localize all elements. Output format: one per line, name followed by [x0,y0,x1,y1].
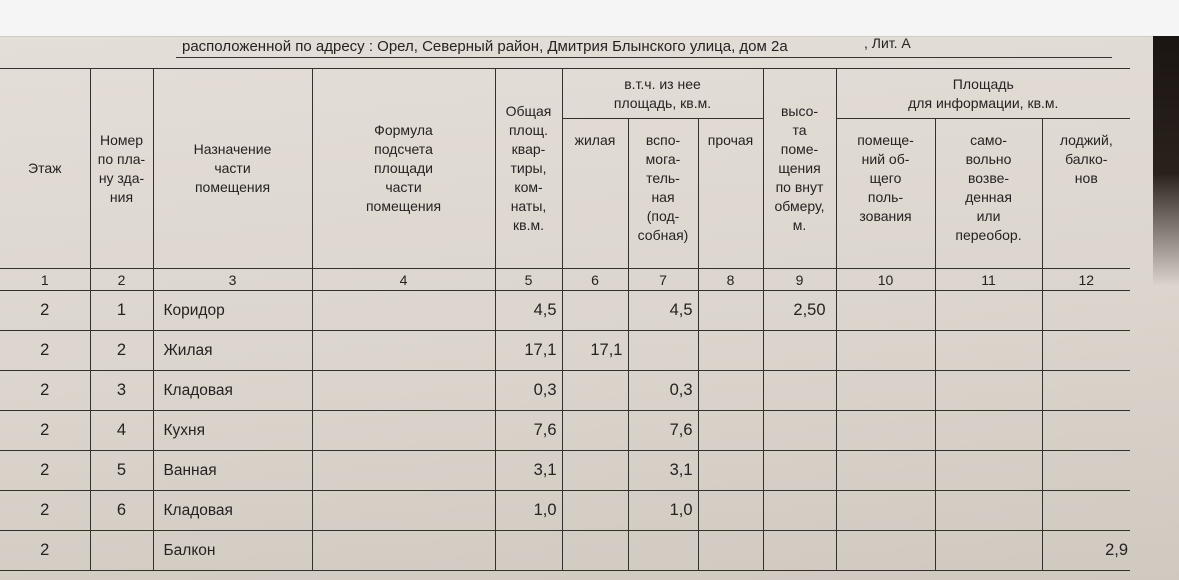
cell-loggias [1042,331,1130,371]
cell-height [763,331,836,371]
cell-total: 3,1 [495,451,562,491]
cell-total: 17,1 [495,331,562,371]
cell-floor: 2 [0,531,90,571]
header-formula: Формула подсчета площади части помещения [312,69,495,269]
table-row [0,411,1130,451]
cell-floor: 2 [0,291,90,331]
column-number: 5 [495,269,562,291]
cell-auxiliary: 1,0 [628,491,698,531]
cell-other [698,531,763,571]
header-info-group: Площадь для информации, кв.м. [836,69,1130,119]
cell-other [698,331,763,371]
cell-auxiliary: 3,1 [628,451,698,491]
cell-other [698,411,763,451]
cell-common-use [836,291,935,331]
column-number: 4 [312,269,495,291]
cell-purpose: Кладовая [153,371,312,411]
column-number: 2 [90,269,153,291]
table-row [0,531,1130,571]
cell-other [698,451,763,491]
cell-auxiliary: 0,3 [628,371,698,411]
column-number: 11 [935,269,1042,291]
cell-height [763,491,836,531]
cell-loggias [1042,411,1130,451]
table-row [0,371,1130,411]
cell-other [698,491,763,531]
header-plan-number: Номер по пла- ну зда- ния [90,69,153,269]
cell-floor: 2 [0,491,90,531]
cell-unauthorized [935,451,1042,491]
cell-formula [312,491,495,531]
cell-living [562,451,628,491]
header-total-area: Общая площ. квар- тиры, ком- наты, кв.м. [495,69,562,269]
cell-living: 17,1 [562,331,628,371]
cell-height [763,531,836,571]
table-row [0,451,1130,491]
cell-loggias [1042,451,1130,491]
cell-living [562,371,628,411]
cell-loggias [1042,291,1130,331]
header-purpose: Назначение части помещения [153,69,312,269]
cell-number: 3 [90,371,153,411]
cell-common-use [836,411,935,451]
table-header [0,69,1130,291]
header-row-top [0,69,1130,119]
cell-unauthorized [935,411,1042,451]
cell-loggias [1042,371,1130,411]
cell-height [763,371,836,411]
table-row [0,491,1130,531]
cell-auxiliary: 7,6 [628,411,698,451]
cell-living [562,291,628,331]
cell-other [698,291,763,331]
column-number: 10 [836,269,935,291]
cell-purpose: Жилая [153,331,312,371]
cell-loggias [1042,491,1130,531]
explication-table [0,68,1130,571]
cell-floor: 2 [0,331,90,371]
cell-common-use [836,331,935,371]
cell-formula [312,371,495,411]
cell-purpose: Коридор [153,291,312,331]
table-row [0,331,1130,371]
header-living: жилая [562,119,628,269]
cell-total: 0,3 [495,371,562,411]
cell-common-use [836,491,935,531]
header-auxiliary: вспо- мога- тель- ная (под- собная) [628,119,698,269]
cell-height [763,451,836,491]
cell-common-use [836,531,935,571]
cell-number: 4 [90,411,153,451]
table-row [0,291,1130,331]
cell-height: 2,50 [763,291,836,331]
header-unauthorized: само- вольно возве- денная или переобор. [935,119,1042,269]
cell-common-use [836,451,935,491]
header-incl-group: в.т.ч. из нее площадь, кв.м. [562,69,763,119]
cell-living [562,531,628,571]
cell-unauthorized [935,491,1042,531]
cell-living [562,411,628,451]
address-underline [176,57,1112,58]
cell-number [90,531,153,571]
cell-total: 1,0 [495,491,562,531]
cell-number: 6 [90,491,153,531]
cell-number: 2 [90,331,153,371]
column-number: 6 [562,269,628,291]
cell-total: 7,6 [495,411,562,451]
cell-total [495,531,562,571]
cell-formula [312,291,495,331]
cell-floor: 2 [0,451,90,491]
header-loggias: лоджий, балко- нов [1042,119,1130,269]
cell-common-use [836,371,935,411]
cell-purpose: Балкон [153,531,312,571]
column-number: 1 [0,269,90,291]
cell-other [698,371,763,411]
cell-unauthorized [935,331,1042,371]
header-common-use: помеще- ний об- щего поль- зования [836,119,935,269]
litera-label: , Лит. А [864,35,911,51]
cell-loggias: 2,9 [1042,531,1130,571]
address-line: расположенной по адресу : Орел, Северный район, Дмитрия Блынского улица, дом 2а [182,38,788,55]
cell-floor: 2 [0,411,90,451]
table-body [0,291,1130,571]
header-height: высо- та поме- щения по внут обмеру, м. [763,69,836,269]
cell-living [562,491,628,531]
paper-edge-shadow [1153,36,1179,286]
column-number-row [0,269,1130,291]
cell-height [763,411,836,451]
cell-total: 4,5 [495,291,562,331]
cell-formula [312,531,495,571]
cell-number: 1 [90,291,153,331]
cell-number: 5 [90,451,153,491]
cell-auxiliary [628,331,698,371]
cell-unauthorized [935,291,1042,331]
cell-formula [312,331,495,371]
column-number: 9 [763,269,836,291]
cell-unauthorized [935,371,1042,411]
cell-auxiliary [628,531,698,571]
column-number: 7 [628,269,698,291]
cell-floor: 2 [0,371,90,411]
column-number: 8 [698,269,763,291]
cell-formula [312,451,495,491]
cell-purpose: Кладовая [153,491,312,531]
cell-unauthorized [935,531,1042,571]
cell-purpose: Ванная [153,451,312,491]
header-other: прочая [698,119,763,269]
cell-purpose: Кухня [153,411,312,451]
column-number: 12 [1042,269,1130,291]
header-floor: Этаж [0,69,90,269]
cell-auxiliary: 4,5 [628,291,698,331]
cell-formula [312,411,495,451]
column-number: 3 [153,269,312,291]
